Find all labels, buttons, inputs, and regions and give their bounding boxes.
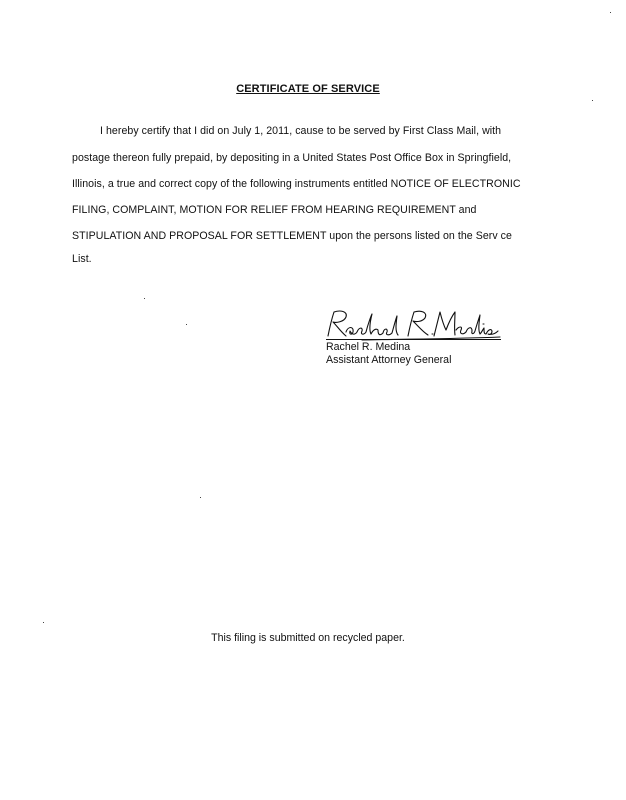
signer-name: Rachel R. Medina xyxy=(326,341,411,353)
certification-line-6: List. xyxy=(72,253,92,265)
certification-line-2: postage thereon fully prepaid, by depositing in a United States Post Office Box in Springfield, xyxy=(72,152,512,164)
scan-speck xyxy=(592,100,593,101)
certification-line-1: I hereby certify that I did on July 1, 2011, cause to be served by First Class Mail, with xyxy=(100,125,502,137)
signer-title: Assistant Attorney General xyxy=(326,354,452,366)
certification-line-4: FILING, COMPLAINT, MOTION FOR RELIEF FROM HEARING REQUIREMENT and xyxy=(72,204,477,216)
certification-line-5: STIPULATION AND PROPOSAL FOR SETTLEMENT upon the persons listed on the Serv ce xyxy=(72,230,512,242)
signature-line xyxy=(326,339,501,340)
scan-speck xyxy=(200,497,201,498)
scan-speck xyxy=(610,12,611,13)
scan-speck xyxy=(43,622,44,623)
scan-speck xyxy=(144,298,145,299)
scan-speck xyxy=(186,324,187,325)
document-title: CERTIFICATE OF SERVICE xyxy=(236,83,380,95)
certification-line-3: Illinois, a true and correct copy of the following instruments entitled NOTICE OF ELECTRONIC xyxy=(72,178,521,190)
recycled-paper-notice: This filing is submitted on recycled paper. xyxy=(211,632,405,644)
